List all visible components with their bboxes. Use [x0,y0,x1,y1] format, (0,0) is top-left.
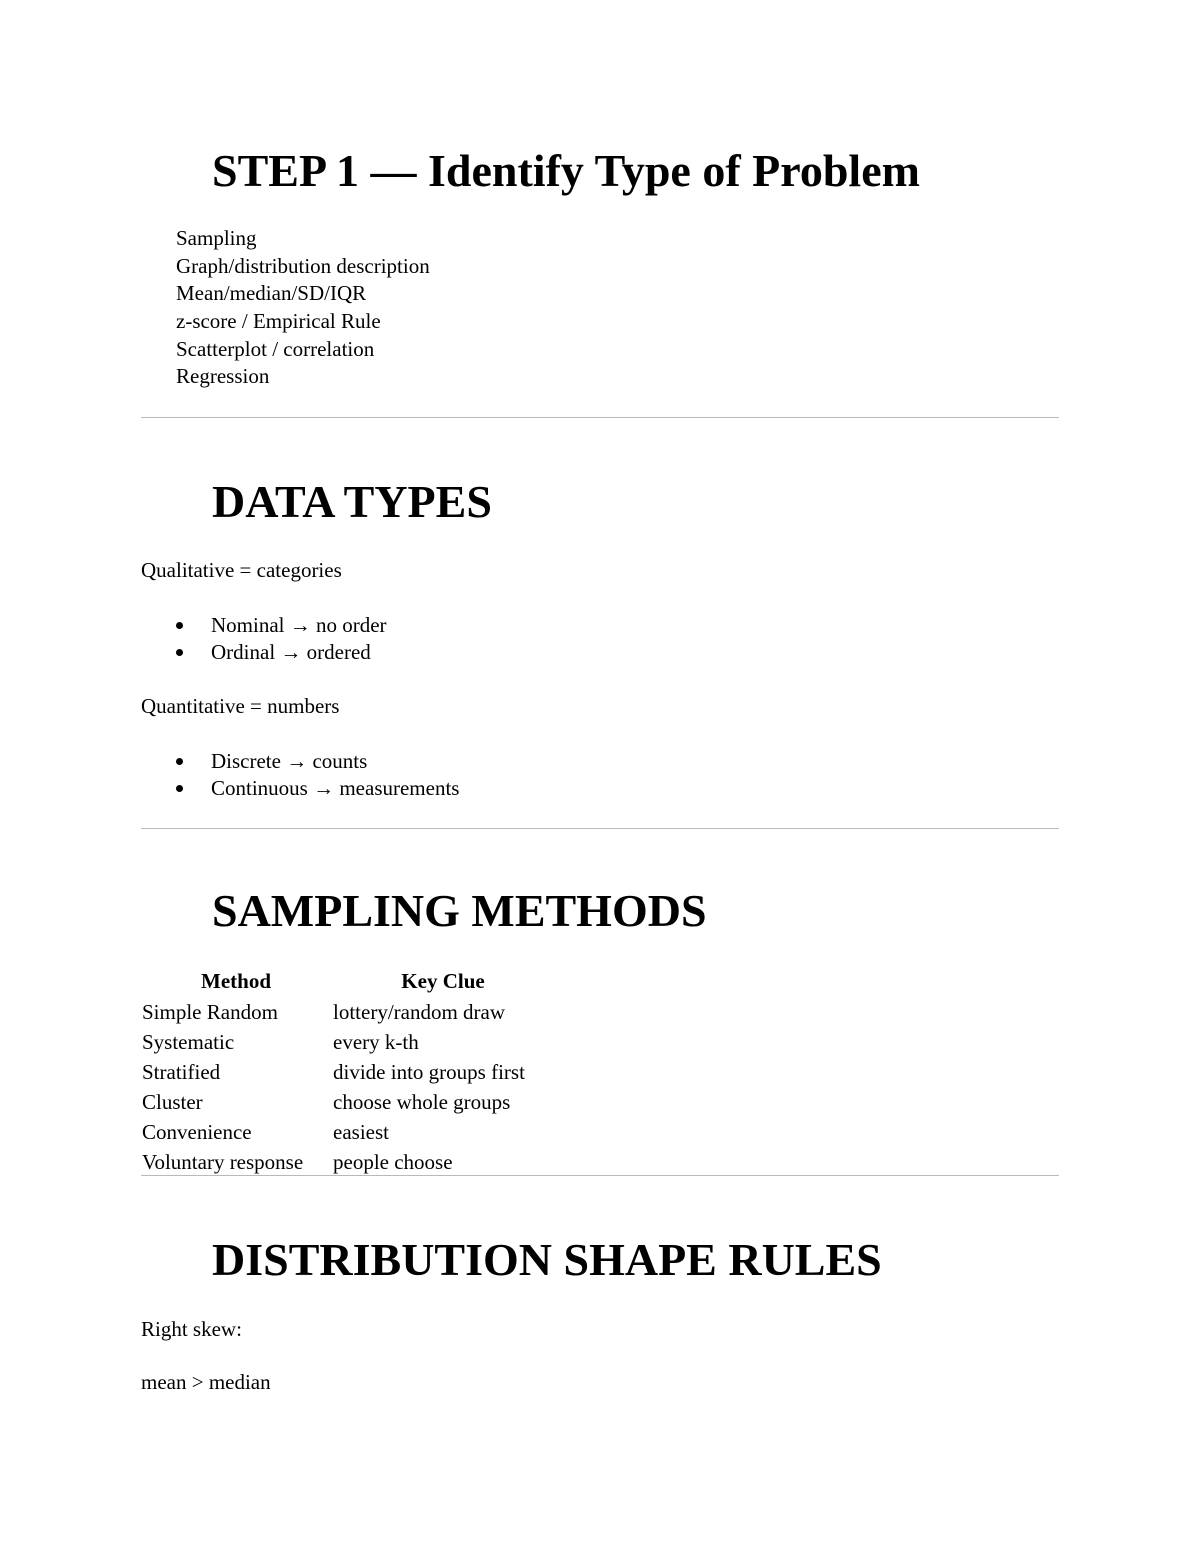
qualitative-item: Ordinal → ordered [211,640,371,664]
distribution-line: mean > median [141,1370,271,1394]
table-cell-clue: lottery/random draw [333,1000,506,1024]
table-cell-clue: people choose [333,1150,453,1174]
quantitative-label: Quantitative = numbers [141,694,340,718]
table-cell-method: Simple Random [142,1000,278,1024]
heading-step1: STEP 1 — Identify Type of Problem [212,145,920,196]
table-cell-method: Cluster [142,1090,203,1114]
section-divider [141,1175,1059,1176]
bullet-icon [176,649,183,656]
table-cell-method: Stratified [142,1060,221,1084]
table-cell-clue: divide into groups first [333,1060,525,1084]
table-cell-clue: every k-th [333,1030,419,1054]
quantitative-item: Continuous → measurements [211,776,460,800]
step1-item: Mean/median/SD/IQR [176,281,367,305]
table-cell-method: Convenience [142,1120,252,1144]
step1-item: Sampling [176,226,257,250]
table-header-method: Method [201,969,271,993]
bullet-icon [176,785,183,792]
table-cell-clue: choose whole groups [333,1090,511,1114]
table-cell-method: Voluntary response [142,1150,304,1174]
table-header-key-clue: Key Clue [401,969,485,993]
table-cell-method: Systematic [142,1030,235,1054]
step1-item: Graph/distribution description [176,254,430,278]
bullet-icon [176,622,183,629]
table-cell-clue: easiest [333,1120,389,1144]
quantitative-item: Discrete → counts [211,749,368,773]
section-divider [141,417,1059,418]
heading-distribution-shape-rules: DISTRIBUTION SHAPE RULES [212,1234,882,1285]
bullet-icon [176,758,183,765]
section-divider [141,828,1059,829]
qualitative-label: Qualitative = categories [141,558,342,582]
heading-sampling-methods: SAMPLING METHODS [212,885,707,936]
qualitative-item: Nominal → no order [211,613,387,637]
step1-item: Regression [176,364,270,388]
heading-data-types: DATA TYPES [212,476,492,527]
distribution-line: Right skew: [141,1317,242,1341]
step1-item: z-score / Empirical Rule [176,309,381,333]
step1-item: Scatterplot / correlation [176,337,375,361]
